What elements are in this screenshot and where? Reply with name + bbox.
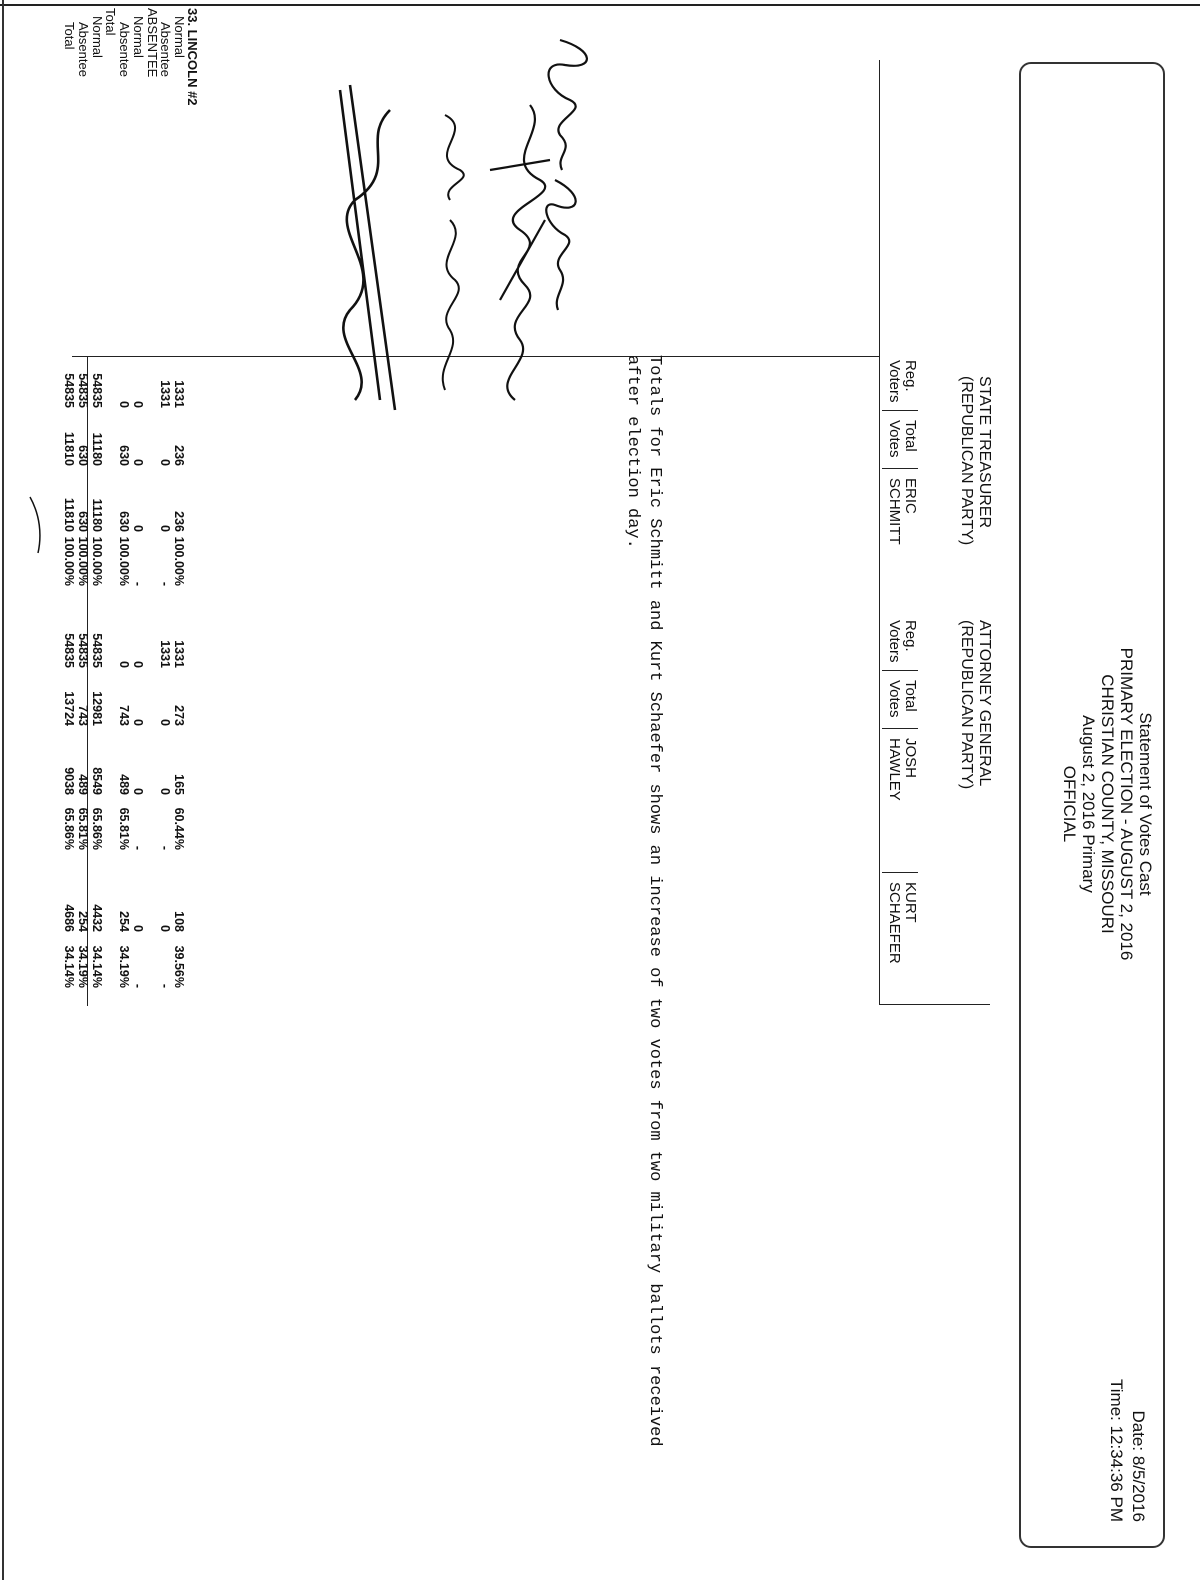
attorney-cell: 34.19%: [117, 945, 132, 988]
doc-title: Statement of Votes Cast: [1136, 712, 1155, 896]
treasurer-cell: 11180: [89, 432, 104, 466]
attorney-cell: 34.19%: [76, 945, 91, 988]
report-date: Date: 8/5/2016: [1129, 1410, 1148, 1522]
signature-4: [320, 80, 410, 420]
row-label: Absentee: [76, 22, 92, 77]
report-time: Time: 12:34:36 PM: [1107, 1379, 1126, 1522]
row-label: Normal: [130, 16, 146, 58]
attorney-cell: 65.81%: [76, 807, 91, 850]
attorney-col-hawley: [886, 738, 918, 801]
col-reg-line2: Voters: [886, 620, 903, 663]
official-status: OFFICIAL: [1060, 765, 1079, 843]
treasurer-cell: 100.00%: [117, 536, 132, 586]
attorney-cell: 0: [158, 925, 173, 932]
attorney-cell: -: [130, 983, 145, 988]
election-name: PRIMARY ELECTION - AUGUST 2, 2016: [1117, 647, 1136, 961]
row-labels: [63, 8, 186, 77]
treasurer-cell: 54835: [89, 373, 104, 408]
col-reg-line1: Reg.: [902, 360, 919, 392]
attorney-cell: 8549: [89, 767, 104, 795]
col-total-line2: Votes: [886, 680, 903, 718]
treasurer-cell: 1331: [172, 380, 186, 408]
row-label: Normal: [89, 16, 105, 58]
attorney-cell: 0: [158, 788, 173, 795]
attorney-cell: 39.56%: [172, 945, 186, 988]
col-divider: [882, 410, 918, 411]
treasurer-cell: 54835: [62, 373, 77, 408]
attorney-cell: 0: [130, 661, 145, 668]
treasurer-cell: 54835: [76, 373, 91, 408]
col-cand1-line2: HAWLEY: [886, 738, 903, 801]
attorney-cell: 13724: [62, 691, 77, 726]
row-label: Absentee: [117, 22, 133, 77]
attorney-cell: 0: [130, 719, 145, 726]
treasurer-cell: 100.00%: [172, 536, 186, 586]
col-divider: [882, 468, 918, 469]
attorney-cell: 4432: [89, 904, 104, 932]
treasurer-cell: 630: [117, 445, 132, 466]
row-label: ABSENTEE: [144, 8, 160, 78]
attorney-cell: 489: [76, 774, 91, 795]
treasurer-cell: 11180: [89, 498, 104, 532]
col-divider: [882, 670, 918, 671]
attorney-cell: 12981: [89, 691, 104, 726]
attorney-cell: 1331: [172, 640, 186, 668]
signature-2: [480, 100, 560, 420]
attorney-cell: 34.14%: [89, 945, 104, 988]
attorney-cell: 0: [130, 925, 145, 932]
attorney-cell: 54835: [89, 633, 104, 668]
attorney-cell: 743: [76, 705, 91, 726]
attorney-cell: 489: [117, 774, 132, 795]
attorney-cell: 65.86%: [62, 807, 77, 850]
attorney-title: [957, 620, 993, 789]
header-datetime: [1105, 1379, 1149, 1522]
treasurer-cell: 100.00%: [76, 536, 91, 586]
attorney-cell: -: [158, 983, 173, 988]
col-divider: [882, 872, 918, 873]
attorney-title-line1: ATTORNEY GENERAL: [976, 620, 993, 787]
header-rule: [879, 60, 880, 1005]
attorney-cell: 4686: [62, 904, 77, 932]
attorney-cell: 65.81%: [117, 807, 132, 850]
col-divider: [882, 728, 918, 729]
header-center: [1060, 624, 1155, 984]
attorney-cell: 254: [117, 911, 132, 932]
attorney-cell: -: [158, 845, 173, 850]
col-total-line1: Total: [902, 680, 919, 712]
attorney-cell: 0: [158, 719, 173, 726]
attorney-cell: 60.44%: [172, 807, 186, 850]
treasurer-cell: 0: [117, 401, 132, 408]
attorney-col-total-votes: [886, 680, 918, 718]
treasurer-title-line1: STATE TREASURER: [976, 376, 993, 529]
treasurer-cell: 236: [172, 445, 186, 466]
treasurer-cell: 11810: [62, 431, 77, 466]
treasurer-col-total-votes: [886, 420, 918, 458]
attorney-cell: 0: [130, 788, 145, 795]
treasurer-cell: 236: [172, 511, 186, 532]
treasurer-cell: 1331: [158, 380, 173, 408]
col-total-line2: Votes: [886, 420, 903, 458]
treasurer-cell: 100.00%: [62, 536, 77, 586]
col-reg-line1: Reg.: [902, 620, 919, 652]
col-total-line1: Total: [902, 420, 919, 452]
attorney-cell: 108: [172, 911, 186, 932]
treasurer-cell: 0: [130, 525, 145, 532]
treasurer-cell: 0: [130, 401, 145, 408]
row-label: Normal: [172, 16, 187, 58]
treasurer-cell: 0: [158, 525, 173, 532]
col-reg-line2: Voters: [886, 360, 903, 403]
attorney-cell: -: [130, 845, 145, 850]
col-cand2-line1: KURT: [902, 882, 919, 923]
treasurer-cell: 0: [158, 459, 173, 466]
col-cand-line1: ERIC: [902, 478, 919, 514]
attorney-cell: 1331: [158, 640, 173, 668]
election-subtitle: August 2, 2016 Primary: [1079, 715, 1098, 893]
col-cand2-line2: SCHAEFER: [886, 882, 903, 964]
attorney-col-schaefer: [886, 882, 918, 964]
header-box: [1019, 62, 1165, 1548]
scan-mark: [20, 495, 60, 555]
attorney-cell: 54835: [62, 633, 77, 668]
treasurer-col-reg-voters: [886, 360, 918, 403]
treasurer-cell: -: [130, 581, 145, 586]
precinct-name: 33. LINCOLN #2: [185, 8, 200, 106]
attorney-cell: 54835: [76, 633, 91, 668]
attorney-cell: 743: [117, 705, 132, 726]
col-cand-line2: SCHMITT: [886, 478, 903, 545]
row-label: Total: [103, 8, 119, 36]
treasurer-cell: 0: [130, 459, 145, 466]
treasurer-cell: 11810: [62, 497, 77, 532]
attorney-cell: 254: [76, 911, 91, 932]
row-label: Absentee: [158, 22, 174, 77]
attorney-title-line2: (REPUBLICAN PARTY): [958, 620, 975, 790]
county-name: CHRISTIAN COUNTY, MISSOURI: [1098, 674, 1117, 934]
attorney-cell: 9038: [62, 767, 77, 795]
attorney-cell: 0: [117, 661, 132, 668]
treasurer-cell: -: [158, 581, 173, 586]
col-cand1-line1: JOSH: [902, 738, 919, 779]
footnote: Totals for Eric Schmitt and Kurt Schaefer shows an increase of two votes from two military ballots received after election day.: [623, 355, 664, 1447]
attorney-cell: 165: [172, 774, 186, 795]
treasurer-cell: 630: [76, 511, 91, 532]
signature-3: [420, 110, 480, 400]
treasurer-cell: 630: [76, 445, 91, 466]
treasurer-cell: 100.00%: [89, 536, 104, 586]
treasurer-cell: 630: [117, 511, 132, 532]
treasurer-title-line2: (REPUBLICAN PARTY): [958, 376, 975, 546]
treasurer-title: [957, 376, 993, 545]
attorney-right-border: [880, 1004, 990, 1005]
attorney-cell: 65.86%: [89, 807, 104, 850]
row-label: Total: [62, 22, 78, 50]
attorney-col-reg-voters: [886, 620, 918, 663]
treasurer-col-schmitt: [886, 478, 918, 545]
attorney-cell: 34.14%: [62, 945, 77, 988]
attorney-cell: 273: [172, 705, 186, 726]
